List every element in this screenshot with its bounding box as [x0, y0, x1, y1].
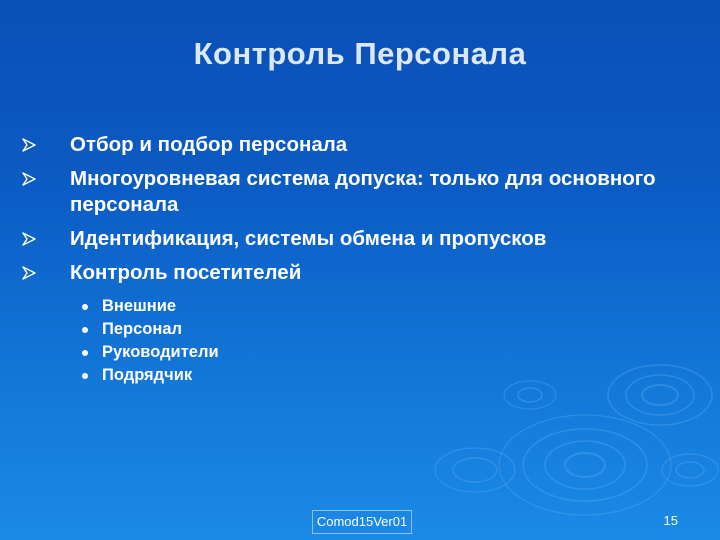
footer-label: Comod15Ver01 [312, 510, 412, 534]
page-number: 15 [663, 513, 678, 528]
arrowhead-bullet-icon [22, 138, 36, 152]
bullet-item [22, 226, 682, 252]
dot-bullet-icon [82, 304, 88, 310]
dot-bullet-icon [82, 327, 88, 333]
bullet-list [22, 132, 682, 294]
sub-bullet-item [82, 365, 219, 386]
sub-bullet-text: Внешние [102, 297, 177, 315]
sub-bullet-item [82, 296, 219, 317]
bullet-text: Многоуровневая система допуска: только для основного персонала [70, 167, 656, 216]
bullet-item [22, 132, 682, 158]
sub-bullet-text: Подрядчик [102, 366, 193, 384]
bullet-item [22, 166, 682, 218]
sub-bullet-item [82, 319, 219, 340]
arrowhead-bullet-icon [22, 172, 36, 186]
arrowhead-bullet-icon [22, 232, 36, 246]
arrowhead-bullet-icon [22, 266, 36, 280]
sub-bullet-item [82, 342, 219, 363]
bullet-text: Отбор и подбор персонала [70, 133, 348, 156]
sub-bullet-list [82, 296, 219, 388]
bullet-text: Идентификация, системы обмена и пропусков [70, 227, 547, 250]
sub-bullet-text: Руководители [102, 343, 219, 361]
bullet-item [22, 260, 682, 286]
dot-bullet-icon [82, 350, 88, 356]
dot-bullet-icon [82, 373, 88, 379]
sub-bullet-text: Персонал [102, 320, 182, 338]
slide-title: Контроль Персонала [193, 36, 527, 71]
bullet-text: Контроль посетителей [70, 261, 302, 284]
